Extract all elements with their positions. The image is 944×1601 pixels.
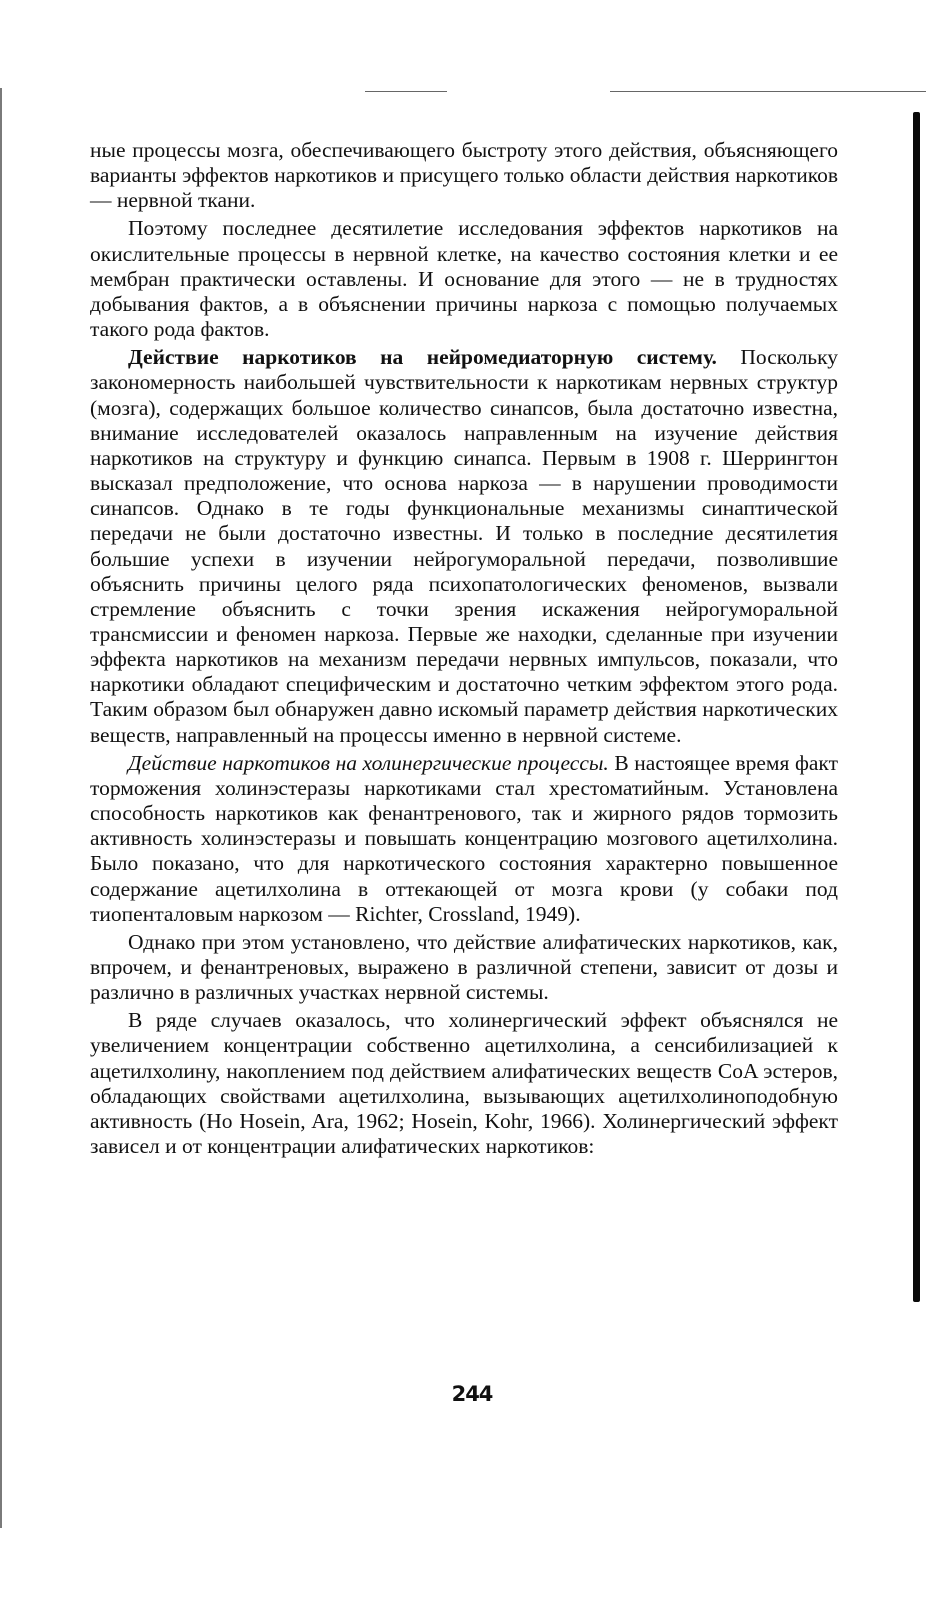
paragraph-5-text: Однако при этом установлено, что действие алифатических наркотиков, как, впрочем, и фенантреновых, выражено в различной степени, зависит от дозы и различно в различных участках нервной системы. — [90, 929, 838, 1005]
page-body — [90, 138, 838, 1159]
top-rule-right — [610, 91, 926, 92]
paragraph-4 — [90, 751, 838, 927]
paragraph-1 — [90, 138, 838, 213]
scan-edge-left — [0, 88, 2, 1528]
paragraph-6 — [90, 1008, 838, 1159]
page-number: 244 — [451, 1382, 493, 1406]
paragraph-5 — [90, 930, 838, 1005]
top-rule-left — [365, 91, 447, 92]
paragraph-2-text: Поэтому последнее десятилетие исследования эффектов наркотиков на окислительные процессы в нервной клетке, на качество состояния клетки и ее мембран практически оставлены. И основание для этого — не в трудностях добывания фактов, а в объяснении причины наркоза с помощью получаемых такого рода фактов. — [90, 216, 838, 342]
margin-bar — [913, 112, 920, 1302]
section-heading-neuromediator: Действие наркотиков на нейромедиаторную систему. — [128, 345, 717, 370]
paragraph-3 — [90, 345, 838, 748]
paragraph-3-text: Поскольку закономерность наибольшей чувствительности к наркотикам нервных структур (мозга), содержащих большое количество синапсов, была достаточно известна, внимание исследователей оказалось направленным на изучение действия наркотиков на структуру и функцию синапса. Первым в 1908 г. Шеррингтон высказал предположение, что основа наркоза — в нарушении проводимости синапсов. Однако в те годы функциональные механизмы синаптической передачи не были достаточно известны. И только в последние десятилетия большие успехи в изучении нейрогуморальной передачи, позволившие объяснить причины целого ряда психопатологических феноменов, вызвали стремление объяснить с точки зрения искажения нейрогуморальной трансмиссии и феномен наркоза. Первые же находки, сделанные при изучении эффекта наркотиков на механизм передачи нервных импульсов, показали, что наркотики обладают специфическим и достаточно четким эффектом этого рода. Таким образом был обнаружен давно искомый параметр действия наркотических веществ, направленный на процессы именно в нервной системе. — [90, 345, 838, 747]
paragraph-4-text: В настоящее время факт торможения холинэстеразы наркотиками стал хрестоматийным. Установлена способность наркотиков как фенантренового, так и жирного рядов тормозить активность холинэстеразы и повышать концентрацию мозгового ацетилхолина. Было показано, что для наркотического состояния характерно повышенное содержание ацетилхолина в оттекающей от мозга крови (у собаки под тиопенталовым наркозом — Richter, Crossland, 1949). — [90, 750, 838, 926]
paragraph-1-text: ные процессы мозга, обеспечивающего быстроту этого действия, объясняющего варианты эффектов наркотиков и присущего только области действия наркотиков — нервной ткани. — [90, 138, 838, 213]
paragraph-2 — [90, 216, 838, 342]
section-heading-cholinergic: Действие наркотиков на холинергические процессы. — [128, 750, 609, 775]
paragraph-6-text: В ряде случаев оказалось, что холинергический эффект объяснялся не увеличением концентрации собственно ацетилхолина, а сенсибилизацией к ацетилхолину, накоплением под действием алифатических веществ CoA эстеров, обладающих свойствами ацетилхолина, вызывающих ацетилхолиноподобную активность (Ho Hosein, Ara, 1962; Hosein, Kohr, 1966). Холинергический эффект зависел и от концентрации алифатических наркотиков: — [90, 1008, 838, 1159]
